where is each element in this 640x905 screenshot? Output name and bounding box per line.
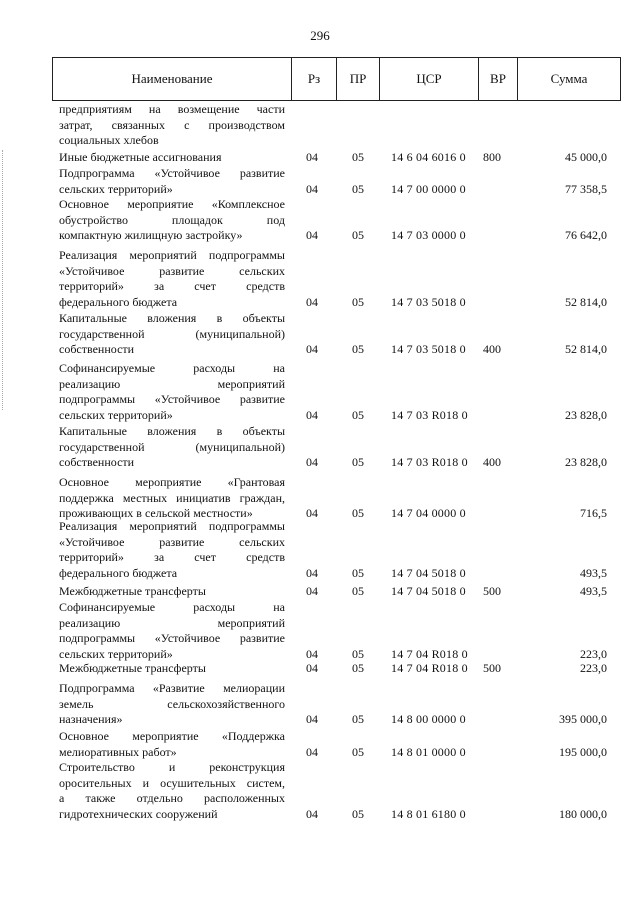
- row-name-line: Подпрограмма «Устойчивое развитие: [59, 166, 285, 180]
- row-rz: 04: [306, 228, 318, 242]
- scan-margin-mark: [2, 150, 4, 410]
- row-csr: 14 6 04 6016 0: [391, 150, 466, 164]
- row-rz: 04: [306, 506, 318, 520]
- header-sum: Сумма: [550, 71, 588, 86]
- row-sum: 77 358,5: [565, 181, 607, 196]
- row-sum: 76 642,0: [565, 228, 607, 242]
- row-csr: 14 8 00 0000 0: [391, 712, 466, 726]
- row-name-line: социальных хлебов: [59, 133, 159, 147]
- row-sum: 52 814,0: [565, 294, 607, 309]
- row-rz: 04: [306, 294, 318, 309]
- row-sum: 395 000,0: [559, 712, 607, 726]
- row-csr: 14 7 04 0000 0: [391, 506, 466, 520]
- row-name-line: Межбюджетные трансферты: [59, 584, 206, 598]
- row-name-line: Строительство и реконструкция: [59, 760, 285, 774]
- row-csr: 14 7 00 0000 0: [391, 181, 466, 196]
- row-name-line: назначения»: [59, 712, 123, 726]
- row-csr: 14 7 04 5018 0: [391, 565, 466, 580]
- row-csr: 14 7 04 R018 0: [391, 661, 468, 675]
- header-vr: ВР: [490, 71, 506, 86]
- row-name-line: собственности: [59, 342, 135, 356]
- row-name-line: подпрограммы «Устойчивое развитие: [59, 392, 285, 406]
- row-name-line: «Устойчивое развитие сельских: [59, 263, 285, 278]
- row-name: [59, 475, 285, 522]
- row-rz: 04: [306, 407, 318, 422]
- row-name: [59, 166, 285, 197]
- row-name: [59, 150, 285, 166]
- row-name-line: затрат, связанных с производством: [59, 117, 285, 132]
- row-pr: 05: [352, 181, 364, 196]
- row-name-line: а также отдельно расположенных: [59, 791, 285, 805]
- row-pr: 05: [352, 565, 364, 580]
- row-csr: 14 7 04 5018 0: [391, 584, 466, 598]
- page-number: 296: [310, 28, 330, 43]
- row-pr: 05: [352, 228, 364, 242]
- row-pr: 05: [352, 744, 364, 759]
- row-name-line: Основное мероприятие «Поддержка: [59, 729, 285, 743]
- row-rz: 04: [306, 150, 318, 164]
- row-rz: 04: [306, 661, 318, 675]
- row-name-line: проживающих в сельской местности»: [59, 506, 253, 520]
- row-sum: 493,5: [580, 565, 607, 580]
- row-pr: 05: [352, 506, 364, 520]
- row-name: [59, 729, 285, 760]
- row-name: [59, 661, 285, 677]
- header-name: Наименование: [131, 71, 213, 86]
- row-rz: 04: [306, 455, 318, 469]
- row-vr: 400: [483, 455, 501, 469]
- row-name-line: Основное мероприятие «Комплексное: [59, 197, 285, 211]
- row-pr: 05: [352, 294, 364, 309]
- row-pr: 05: [352, 342, 364, 356]
- row-name-line: федерального бюджета: [59, 294, 178, 309]
- row-vr: 500: [483, 584, 501, 598]
- header-csr: ЦСР: [416, 71, 442, 86]
- row-sum: 45 000,0: [565, 150, 607, 164]
- row-sum: 716,5: [580, 506, 607, 520]
- row-rz: 04: [306, 806, 318, 821]
- row-name-line: оросительных и осушительных систем,: [59, 775, 285, 790]
- row-vr: 400: [483, 342, 501, 356]
- row-name: [59, 681, 285, 728]
- row-rz: 04: [306, 584, 318, 598]
- row-pr: 05: [352, 661, 364, 675]
- row-name-line: земель сельскохозяйственного: [59, 696, 285, 711]
- row-name-line: Межбюджетные трансферты: [59, 661, 206, 675]
- row-name-line: Софинансируемые расходы на: [59, 600, 285, 614]
- row-name-line: обустройство площадок под: [59, 212, 285, 227]
- row-name-line: Реализация мероприятий подпрограммы: [59, 519, 285, 533]
- row-sum: 223,0: [580, 661, 607, 675]
- row-name: [59, 600, 285, 662]
- row-name-line: территорий» за счет средств: [59, 279, 285, 293]
- row-name: [59, 519, 285, 581]
- row-sum: 180 000,0: [559, 806, 607, 821]
- row-sum: 493,5: [580, 584, 607, 598]
- row-name-line: компактную жилищную застройку»: [59, 228, 243, 242]
- row-name-line: собственности: [59, 455, 135, 469]
- row-sum: 23 828,0: [565, 407, 607, 422]
- row-rz: 04: [306, 565, 318, 580]
- row-rz: 04: [306, 712, 318, 726]
- row-name: [59, 197, 285, 244]
- row-name-line: сельских территорий»: [59, 407, 173, 422]
- row-rz: 04: [306, 181, 318, 196]
- row-pr: 05: [352, 806, 364, 821]
- row-pr: 05: [352, 712, 364, 726]
- row-name: [59, 311, 285, 358]
- row-csr: 14 7 03 R018 0: [391, 407, 468, 422]
- row-csr: 14 7 03 5018 0: [391, 294, 466, 309]
- row-name-line: территорий» за счет средств: [59, 550, 285, 564]
- row-name-line: гидротехнических сооружений: [59, 806, 218, 821]
- row-name-line: Иные бюджетные ассигнования: [59, 150, 222, 164]
- row-name-line: сельских территорий»: [59, 646, 173, 661]
- row-csr: 14 7 03 R018 0: [391, 455, 468, 469]
- row-name-line: государственной (муниципальной): [59, 326, 285, 341]
- row-vr: 500: [483, 661, 501, 675]
- row-pr: 05: [352, 646, 364, 661]
- row-name-line: Капитальные вложения в объекты: [59, 311, 285, 325]
- row-name-line: Софинансируемые расходы на: [59, 361, 285, 375]
- row-csr: 14 7 04 R018 0: [391, 646, 468, 661]
- row-name-line: государственной (муниципальной): [59, 439, 285, 454]
- row-name-line: Реализация мероприятий подпрограммы: [59, 248, 285, 262]
- table-header: [52, 57, 621, 101]
- row-name-line: Капитальные вложения в объекты: [59, 424, 285, 438]
- row-name-line: мелиоративных работ»: [59, 744, 177, 759]
- row-sum: 195 000,0: [559, 744, 607, 759]
- row-vr: 800: [483, 150, 501, 164]
- row-name-line: реализацию мероприятий: [59, 376, 285, 391]
- row-rz: 04: [306, 744, 318, 759]
- row-rz: 04: [306, 342, 318, 356]
- row-csr: 14 7 03 0000 0: [391, 228, 466, 242]
- row-csr: 14 8 01 0000 0: [391, 744, 466, 759]
- row-name-line: предприятиям на возмещение части: [59, 102, 285, 116]
- row-name-line: Подпрограмма «Развитие мелиорации: [59, 681, 285, 695]
- row-sum: 23 828,0: [565, 455, 607, 469]
- row-name: [59, 424, 285, 471]
- row-sum: 223,0: [580, 646, 607, 661]
- header-pr: ПР: [349, 71, 367, 86]
- row-name-line: реализацию мероприятий: [59, 615, 285, 630]
- row-name-line: «Устойчивое развитие сельских: [59, 534, 285, 549]
- row-pr: 05: [352, 455, 364, 469]
- row-pr: 05: [352, 584, 364, 598]
- row-name-line: Основное мероприятие «Грантовая: [59, 475, 285, 489]
- row-csr: 14 7 03 5018 0: [391, 342, 466, 356]
- row-name: [59, 361, 285, 423]
- row-pr: 05: [352, 407, 364, 422]
- row-csr: 14 8 01 6180 0: [391, 806, 466, 821]
- row-name: [59, 248, 285, 310]
- row-name-line: федерального бюджета: [59, 565, 178, 580]
- row-name-line: подпрограммы «Устойчивое развитие: [59, 631, 285, 645]
- row-name-line: сельских территорий»: [59, 181, 173, 196]
- row-name: [59, 760, 285, 822]
- row-sum: 52 814,0: [565, 342, 607, 356]
- row-rz: 04: [306, 646, 318, 661]
- row-pr: 05: [352, 150, 364, 164]
- row-name: [59, 102, 285, 149]
- row-name: [59, 584, 285, 600]
- header-rz: Рз: [307, 71, 321, 86]
- row-name-line: поддержка местных инициатив граждан,: [59, 490, 285, 505]
